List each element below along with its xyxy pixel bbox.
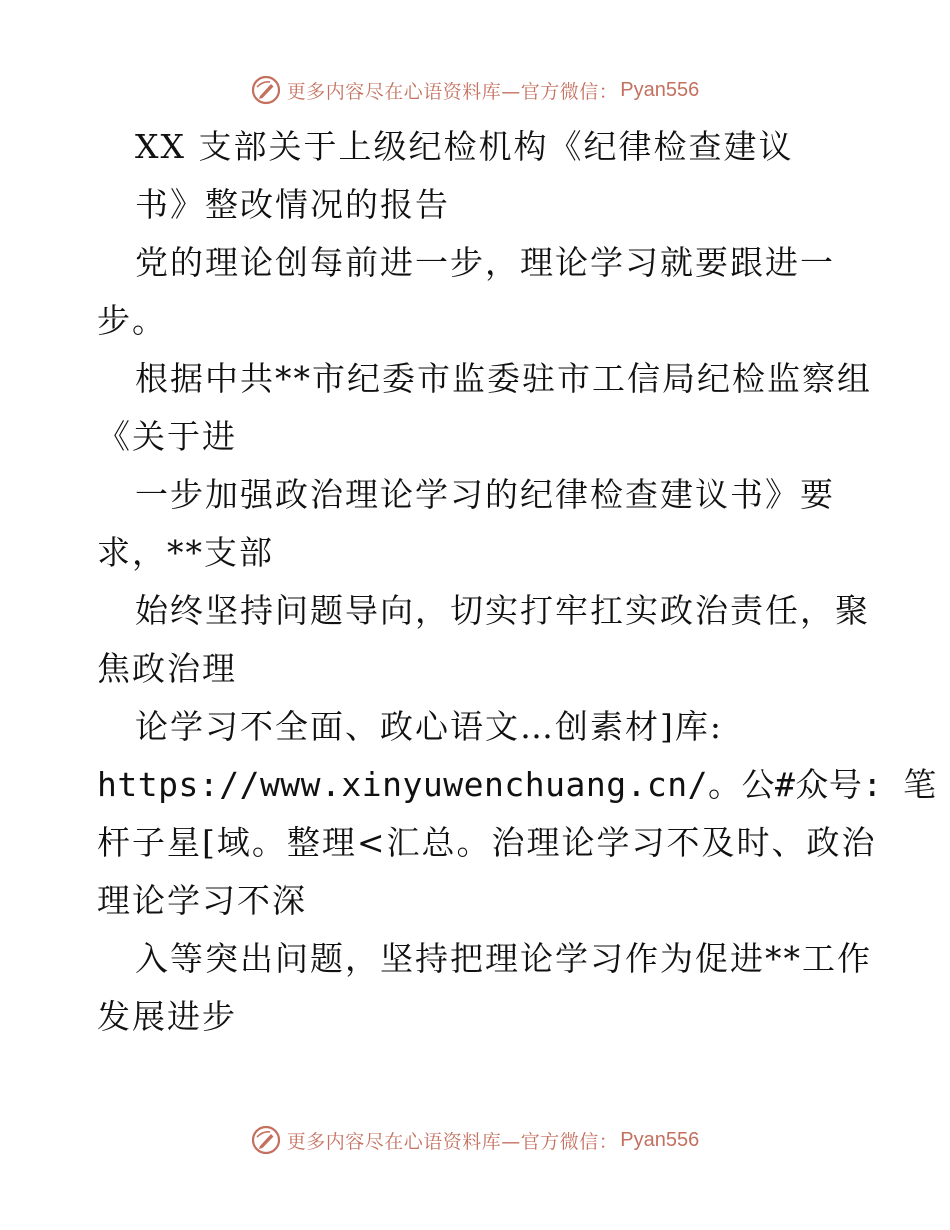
paragraph-line: 入等突出问题，坚持把理论学习作为促进**工作: [135, 939, 872, 978]
document-title-line-2: 书》整改情况的报告: [135, 185, 450, 224]
document-body: [97, 118, 937, 1046]
paragraph-line: 一步加强政治理论学习的纪律检查建议书》要: [135, 475, 835, 514]
pen-logo-icon: [251, 75, 281, 105]
paragraph-line: 步。: [97, 301, 167, 340]
paragraph-line: 理论学习不深: [97, 881, 307, 920]
watermark-text: 更多内容尽在心语资料库—官方微信：: [286, 1130, 619, 1153]
paragraph-line: 党的理论创每前进一步，理论学习就要跟进一: [135, 243, 835, 282]
paragraph-line: 《关于进: [97, 417, 237, 456]
document-title-line-1: XX 支部关于上级纪检机构《纪律检查建议: [135, 127, 794, 166]
footer-watermark: [0, 1120, 950, 1160]
paragraph-line: 杆子星[域。整理<汇总。治理论学习不及时、政治: [97, 823, 877, 862]
paragraph-line: 论学习不全面、政心语文…创素材]库:: [135, 707, 723, 746]
paragraph-line: 根据中共**市纪委市监委驻市工信局纪检监察组: [135, 359, 872, 398]
paragraph-line: 始终坚持问题导向，切实打牢扛实政治责任，聚: [135, 591, 870, 630]
pen-logo-icon: [251, 1125, 281, 1155]
watermark-wechat-id: Pyan556: [620, 1128, 700, 1151]
watermark-text: 更多内容尽在心语资料库—官方微信：: [286, 80, 619, 103]
paragraph-line: 焦政治理: [97, 649, 237, 688]
paragraph-line-url: https://www.xinyuwenchuang.cn/。公#众号: 笔: [97, 765, 937, 804]
paragraph-line: 发展进步: [97, 997, 237, 1036]
header-watermark: [0, 70, 950, 110]
watermark-wechat-id: Pyan556: [620, 78, 700, 101]
paragraph-line: 求，**支部: [97, 533, 274, 572]
